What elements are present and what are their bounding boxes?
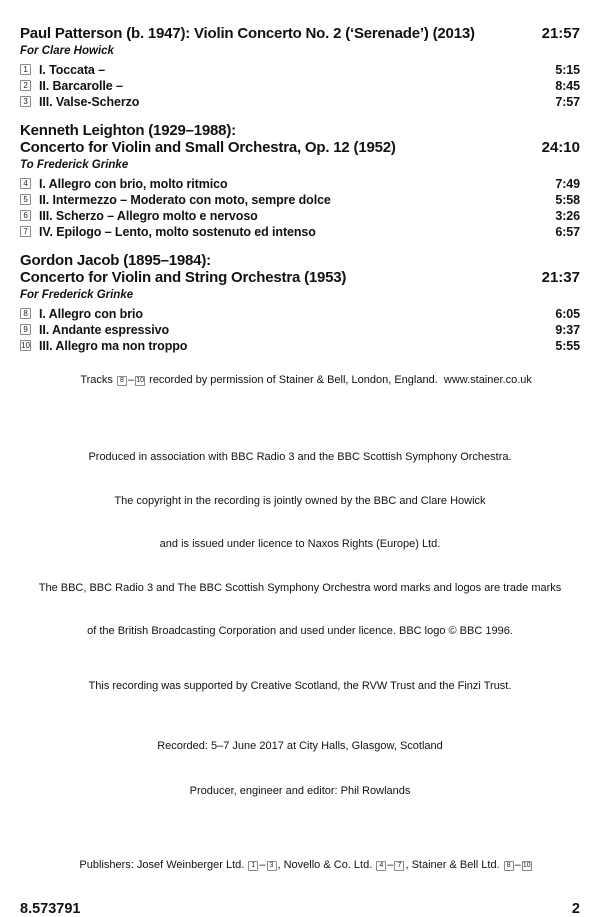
recording-note xyxy=(20,709,580,829)
production-line: The BBC, BBC Radio 3 and The BBC Scottish Symphony Orchestra word marks and logos are trade marks xyxy=(38,581,562,594)
track-row xyxy=(20,322,580,338)
track-duration: 6:57 xyxy=(555,224,580,239)
work-section-leighton xyxy=(20,122,580,240)
production-line: The copyright in the recording is jointly owned by the BBC and Clare Howick xyxy=(114,494,486,507)
track-title: III. Valse-Scherzo xyxy=(39,94,140,109)
production-line: and is issued under licence to Naxos Rights (Europe) Ltd. xyxy=(159,538,441,550)
track-number-badge: 3 xyxy=(267,861,277,871)
work-heading-row xyxy=(20,25,580,43)
production-line: of the British Broadcasting Corporation and used under licence. BBC logo © BBC 1996. xyxy=(87,625,513,637)
track-duration: 9:37 xyxy=(555,322,580,337)
track-title: II. Andante espressivo xyxy=(39,322,170,337)
work-composer: Gordon Jacob (1895–1984): xyxy=(20,251,211,269)
track-duration: 6:05 xyxy=(555,306,580,321)
track-number-badge: 9 xyxy=(20,324,31,335)
track-number-badge: 3 xyxy=(20,96,31,107)
publishers-text: , Novello & Co. Ltd. xyxy=(277,858,376,871)
track-row xyxy=(20,338,580,354)
track-number-badge: 8 xyxy=(20,308,31,319)
track-row xyxy=(20,176,580,192)
producer-line: Producer, engineer and editor: Phil Rowlands xyxy=(189,785,411,797)
work-heading-row xyxy=(20,269,580,287)
track-number-badge: 10 xyxy=(21,341,30,350)
permission-prefix: Tracks xyxy=(80,374,116,386)
track-duration: 8:45 xyxy=(555,78,580,93)
work-title: Concerto for Violin and String Orchestra (1953) xyxy=(20,269,347,286)
track-number-badge: 8 xyxy=(504,861,514,871)
track-row xyxy=(20,192,580,208)
track-duration: 5:55 xyxy=(555,338,580,353)
track-title: I. Allegro con brio, molto ritmico xyxy=(39,176,228,191)
track-number-badge: 1 xyxy=(248,861,258,871)
permission-note xyxy=(20,359,580,403)
track-row xyxy=(20,306,580,322)
track-title: II. Intermezzo – Moderato con moto, sempre dolce xyxy=(39,192,331,207)
track-number-badge: 7 xyxy=(20,226,31,237)
track-duration: 7:57 xyxy=(555,94,580,109)
track-row xyxy=(20,208,580,224)
track-number-badge: 10 xyxy=(522,861,531,869)
work-dedication: To Frederick Grinke xyxy=(20,158,129,171)
catalog-number: 8.573791 xyxy=(20,900,81,917)
range-dash: – xyxy=(127,374,135,386)
range-dash: – xyxy=(514,858,521,871)
track-number-badge: 10 xyxy=(136,377,144,384)
publishers-text: , Stainer & Bell Ltd. xyxy=(405,858,503,871)
permission-text: recorded by permission of Stainer & Bell, London, England. www.stainer.co.uk xyxy=(146,374,532,386)
work-section-patterson xyxy=(20,25,580,110)
work-duration: 21:37 xyxy=(541,269,580,286)
track-row xyxy=(20,94,580,110)
work-duration: 24:10 xyxy=(541,139,580,156)
track-row xyxy=(20,224,580,240)
work-duration: 21:57 xyxy=(541,25,580,42)
track-number-badge: 5 xyxy=(20,194,31,205)
work-section-jacob xyxy=(20,252,580,354)
work-heading-row xyxy=(20,139,580,157)
track-duration: 7:49 xyxy=(555,176,580,191)
track-number-badge: 7 xyxy=(394,861,404,871)
work-title: Concerto for Violin and Small Orchestra, Op. 12 (1952) xyxy=(20,139,396,156)
track-number-badge: 1 xyxy=(20,64,31,75)
track-row xyxy=(20,78,580,94)
track-title: I. Allegro con brio xyxy=(39,306,143,321)
work-composer: Kenneth Leighton (1929–1988): xyxy=(20,121,236,139)
track-number-badge: 6 xyxy=(20,210,31,221)
track-duration: 3:26 xyxy=(555,208,580,223)
track-number-badge: 4 xyxy=(376,861,386,871)
page-footer xyxy=(20,901,580,917)
track-title: III. Allegro ma non troppo xyxy=(39,338,188,353)
track-row xyxy=(20,62,580,78)
track-number-badge: 4 xyxy=(20,178,31,189)
track-duration: 5:58 xyxy=(555,192,580,207)
work-dedication: For Frederick Grinke xyxy=(20,288,134,301)
production-line: Produced in association with BBC Radio 3 and the BBC Scottish Symphony Orchestra. xyxy=(88,451,512,463)
support-note: This recording was supported by Creative Scotland, the RVW Trust and the Finzi Trust. xyxy=(88,679,512,692)
track-title: II. Barcarolle – xyxy=(39,78,123,93)
publishers-note xyxy=(20,843,580,887)
track-number-badge: 8 xyxy=(117,376,127,386)
track-title: III. Scherzo – Allegro molto e nervoso xyxy=(39,208,258,223)
work-dedication: For Clare Howick xyxy=(20,44,114,57)
track-duration: 5:15 xyxy=(555,62,580,77)
publishers-text: Publishers: Josef Weinberger Ltd. xyxy=(79,858,248,871)
work-title: Paul Patterson (b. 1947): Violin Concerto No. 2 (‘Serenade’) (2013) xyxy=(20,25,475,42)
track-title: I. Toccata – xyxy=(39,62,105,77)
range-dash: – xyxy=(259,858,266,871)
track-number-badge: 2 xyxy=(20,80,31,91)
track-title: IV. Epilogo – Lento, molto sostenuto ed intenso xyxy=(39,224,316,239)
production-note xyxy=(20,421,580,668)
recorded-line: Recorded: 5–7 June 2017 at City Halls, Glasgow, Scotland xyxy=(157,740,443,752)
page-number: 2 xyxy=(571,900,580,917)
range-dash: – xyxy=(387,858,394,871)
